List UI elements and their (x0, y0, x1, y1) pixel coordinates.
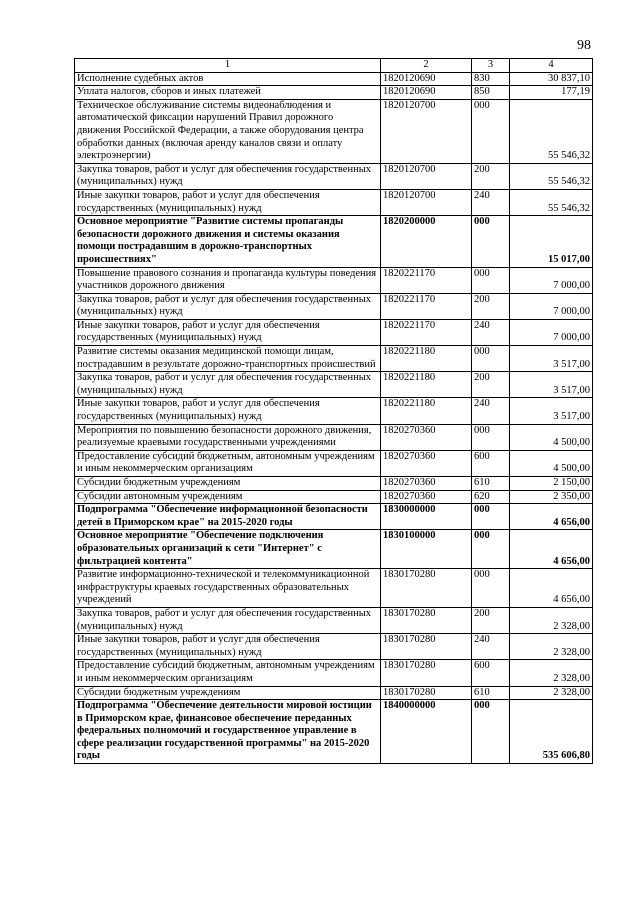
row-type: 240 (472, 398, 510, 424)
row-code: 1840000000 (381, 700, 472, 764)
row-name: Основное мероприятие "Обеспечение подключения образовательных организаций к сети "Интернет" с фильтрацией контента" (75, 530, 381, 569)
row-code: 1830000000 (381, 504, 472, 530)
row-code: 1820120690 (381, 86, 472, 100)
row-code: 1830170280 (381, 686, 472, 700)
table-row (75, 569, 593, 608)
row-code: 1820120690 (381, 72, 472, 86)
row-code: 1820270360 (381, 490, 472, 504)
row-type: 610 (472, 686, 510, 700)
row-sum: 55 546,32 (510, 189, 593, 215)
row-type: 000 (472, 346, 510, 372)
row-name: Субсидии автономным учреждениям (75, 490, 381, 504)
row-type: 000 (472, 569, 510, 608)
row-sum: 7 000,00 (510, 267, 593, 293)
table-row (75, 607, 593, 633)
row-name: Закупка товаров, работ и услуг для обеспечения государственных (муниципальных) нужд (75, 607, 381, 633)
row-name: Мероприятия по повышению безопасности дорожного движения, реализуемые краевыми государственными учреждениями (75, 424, 381, 450)
row-code: 1820200000 (381, 216, 472, 267)
row-name: Повышение правового сознания и пропаганда культуры поведения участников дорожного движения (75, 267, 381, 293)
row-name: Предоставление субсидий бюджетным, автономным учреждениям и иным некоммерческим организациям (75, 450, 381, 476)
row-code: 1820120700 (381, 163, 472, 189)
row-sum: 55 546,32 (510, 163, 593, 189)
row-code: 1820270360 (381, 477, 472, 491)
row-sum: 15 017,00 (510, 216, 593, 267)
row-code: 1830100000 (381, 530, 472, 569)
row-code: 1820221180 (381, 346, 472, 372)
row-type: 240 (472, 189, 510, 215)
row-name: Основное мероприятие "Развитие системы пропаганды безопасности дорожного движения и системы оказания помощи пострадавшим в дорожно-транспортных происшествиях" (75, 216, 381, 267)
row-type: 000 (472, 216, 510, 267)
row-type: 000 (472, 504, 510, 530)
page-number: 98 (577, 38, 591, 53)
table-row (75, 267, 593, 293)
row-type: 200 (472, 293, 510, 319)
row-type: 200 (472, 607, 510, 633)
row-sum: 535 606,80 (510, 700, 593, 764)
table-row (75, 686, 593, 700)
row-name: Предоставление субсидий бюджетным, автономным учреждениям и иным некоммерческим организациям (75, 660, 381, 686)
row-code: 1820120700 (381, 99, 472, 163)
row-name: Развитие информационно-технической и телекоммуникационной инфраструктуры краевых государственных образовательных учреждений (75, 569, 381, 608)
budget-table (74, 58, 593, 764)
row-code: 1820221170 (381, 293, 472, 319)
table-row (75, 398, 593, 424)
row-sum: 4 656,00 (510, 504, 593, 530)
row-type: 200 (472, 163, 510, 189)
table-row (75, 700, 593, 764)
row-code: 1830170280 (381, 569, 472, 608)
table-row (75, 293, 593, 319)
table-row (75, 477, 593, 491)
table-row (75, 490, 593, 504)
row-name: Исполнение судебных актов (75, 72, 381, 86)
table-body (75, 59, 593, 764)
row-name: Техническое обслуживание системы видеонаблюдения и автоматической фиксации нарушений Правил дорожного движения Российской Федерации, а также оборудования центра обработки данных (включая аренду каналов связи и оплату электроэнергии) (75, 99, 381, 163)
row-name: Подпрограмма "Обеспечение деятельности мировой юстиции в Приморском крае, финансовое обеспечение переданных федеральных полномочий и государственное управление в сфере реализации государственной программы" на 2015-2020 годы (75, 700, 381, 764)
row-sum: 2 350,00 (510, 490, 593, 504)
row-code: 1820270360 (381, 450, 472, 476)
row-code: 1830170280 (381, 660, 472, 686)
row-type: 200 (472, 372, 510, 398)
row-name: Развитие системы оказания медицинской помощи лицам, пострадавшим в результате дорожно-транспортных происшествий (75, 346, 381, 372)
row-name: Закупка товаров, работ и услуг для обеспечения государственных (муниципальных) нужд (75, 163, 381, 189)
row-sum: 2 150,00 (510, 477, 593, 491)
table-row (75, 99, 593, 163)
row-sum: 7 000,00 (510, 319, 593, 345)
table-row (75, 189, 593, 215)
table-row (75, 660, 593, 686)
row-type: 830 (472, 72, 510, 86)
row-sum: 3 517,00 (510, 372, 593, 398)
row-code: 1820221170 (381, 319, 472, 345)
row-sum: 2 328,00 (510, 660, 593, 686)
row-sum: 4 656,00 (510, 569, 593, 608)
table-row (75, 72, 593, 86)
table-row (75, 86, 593, 100)
row-sum: 4 656,00 (510, 530, 593, 569)
row-name: Иные закупки товаров, работ и услуг для обеспечения государственных (муниципальных) нужд (75, 189, 381, 215)
row-sum: 4 500,00 (510, 424, 593, 450)
row-type: 240 (472, 634, 510, 660)
row-sum: 177,19 (510, 86, 593, 100)
column-header-3: 3 (472, 59, 510, 73)
row-name: Закупка товаров, работ и услуг для обеспечения государственных (муниципальных) нужд (75, 372, 381, 398)
row-type: 240 (472, 319, 510, 345)
row-code: 1830170280 (381, 634, 472, 660)
table-row (75, 424, 593, 450)
row-sum: 7 000,00 (510, 293, 593, 319)
row-code: 1820221180 (381, 398, 472, 424)
row-name: Иные закупки товаров, работ и услуг для обеспечения государственных (муниципальных) нужд (75, 319, 381, 345)
table-row (75, 504, 593, 530)
row-sum: 55 546,32 (510, 99, 593, 163)
table-row (75, 450, 593, 476)
table-row (75, 530, 593, 569)
row-type: 600 (472, 660, 510, 686)
row-type: 620 (472, 490, 510, 504)
row-sum: 2 328,00 (510, 607, 593, 633)
row-name: Подпрограмма "Обеспечение информационной безопасности детей в Приморском крае" на 2015-2020 годы (75, 504, 381, 530)
table-row (75, 319, 593, 345)
row-type: 600 (472, 450, 510, 476)
column-header-row (75, 59, 593, 73)
row-code: 1820270360 (381, 424, 472, 450)
row-type: 000 (472, 424, 510, 450)
row-sum: 3 517,00 (510, 398, 593, 424)
row-name: Иные закупки товаров, работ и услуг для обеспечения государственных (муниципальных) нужд (75, 398, 381, 424)
table-row (75, 372, 593, 398)
row-code: 1820221170 (381, 267, 472, 293)
table-row (75, 216, 593, 267)
row-type: 850 (472, 86, 510, 100)
row-sum: 2 328,00 (510, 686, 593, 700)
row-name: Субсидии бюджетным учреждениям (75, 686, 381, 700)
row-code: 1820120700 (381, 189, 472, 215)
row-sum: 30 837,10 (510, 72, 593, 86)
row-name: Иные закупки товаров, работ и услуг для обеспечения государственных (муниципальных) нужд (75, 634, 381, 660)
column-header-1: 1 (75, 59, 381, 73)
row-name: Субсидии бюджетным учреждениям (75, 477, 381, 491)
table-row (75, 634, 593, 660)
row-type: 000 (472, 99, 510, 163)
row-type: 000 (472, 267, 510, 293)
row-sum: 2 328,00 (510, 634, 593, 660)
row-type: 000 (472, 530, 510, 569)
table-row (75, 346, 593, 372)
row-code: 1830170280 (381, 607, 472, 633)
row-sum: 3 517,00 (510, 346, 593, 372)
column-header-2: 2 (381, 59, 472, 73)
row-name: Уплата налогов, сборов и иных платежей (75, 86, 381, 100)
table-row (75, 163, 593, 189)
row-sum: 4 500,00 (510, 450, 593, 476)
column-header-4: 4 (510, 59, 593, 73)
row-type: 000 (472, 700, 510, 764)
row-code: 1820221180 (381, 372, 472, 398)
row-name: Закупка товаров, работ и услуг для обеспечения государственных (муниципальных) нужд (75, 293, 381, 319)
row-type: 610 (472, 477, 510, 491)
